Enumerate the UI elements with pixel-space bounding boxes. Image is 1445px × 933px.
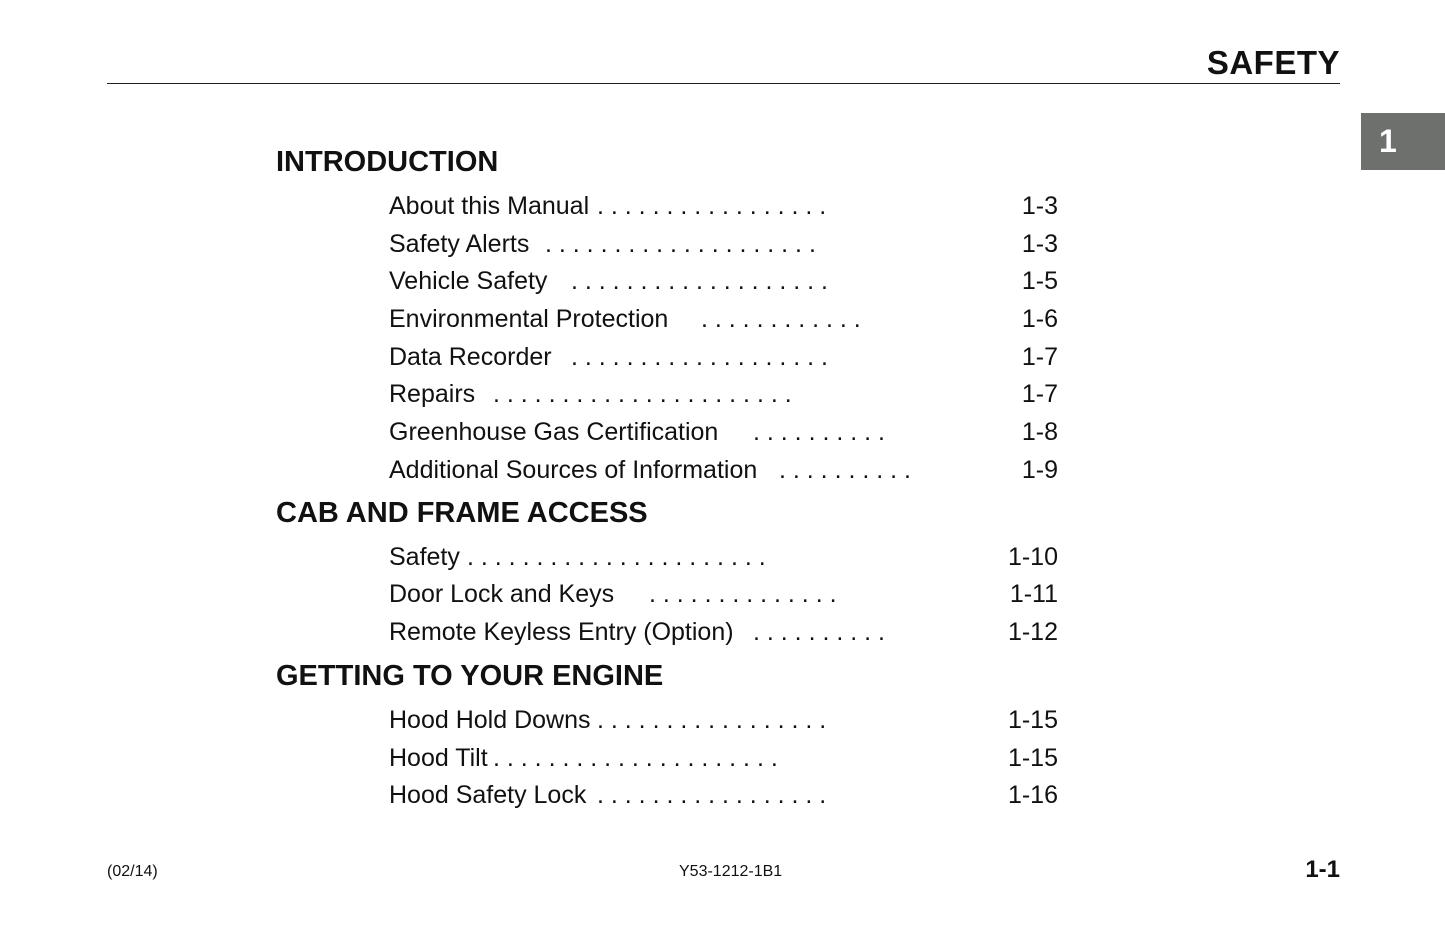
toc-entry-data-recorder[interactable] [389,341,1058,373]
toc-entry-label: Safety Alerts [389,230,530,258]
toc-entry-label: Environmental Protection [389,305,669,333]
page-header-title: SAFETY [1206,44,1340,81]
toc-entry-page: 1-12 [1007,618,1058,646]
toc-leader-dots: . . . . . . . . . . . . . . . . . [597,706,827,734]
toc-leader-dots: . . . . . . . . . . . . . . . . . . . . . . [493,380,792,408]
toc-entry-page: 1-10 [1007,543,1058,571]
toc-entry-label: Additional Sources of Information [389,456,758,484]
chapter-tab-number: 1 [1379,123,1397,159]
toc-entry-about-this-manual[interactable] [389,190,1058,222]
toc-leader-dots: . . . . . . . . . . . . . . [649,580,837,608]
toc-entry-safety[interactable] [389,541,1058,573]
toc-entry-page: 1-6 [1021,305,1058,333]
toc-entry-page: 1-7 [1021,343,1058,371]
toc-leader-dots: . . . . . . . . . . . . [701,305,861,333]
toc-entry-page: 1-7 [1021,380,1058,408]
footer-doc-number: Y53-1212-1B1 [679,863,783,880]
toc-entry-label: Greenhouse Gas Certification [389,418,719,446]
toc-entry-page: 1-15 [1007,706,1058,734]
toc-entry-hood-tilt[interactable] [389,742,1058,774]
toc-leader-dots: . . . . . . . . . . [779,456,911,484]
toc-entry-environmental-protection[interactable] [389,303,1058,335]
toc-entry-label: Safety [389,543,460,571]
toc-entry-page: 1-11 [1009,580,1058,608]
toc-leader-dots: . . . . . . . . . . . . . . . . . . . . [545,230,816,258]
chapter-tab[interactable] [1361,113,1445,170]
toc-entry-additional-sources[interactable] [389,454,1058,486]
toc-entry-hood-hold-downs[interactable] [389,704,1058,736]
toc-entry-safety-alerts[interactable] [389,228,1058,260]
toc-entry-page: 1-3 [1021,192,1058,220]
toc-entry-label: Hood Safety Lock [389,781,587,809]
toc-entry-page: 1-3 [1021,230,1058,258]
toc-entry-label: Hood Tilt [389,744,488,772]
toc-entry-page: 1-5 [1021,267,1058,295]
toc-leader-dots: . . . . . . . . . . [753,618,885,646]
toc-entry-page: 1-9 [1021,456,1058,484]
toc-leader-dots: . . . . . . . . . . . . . . . . . . . [571,343,828,371]
toc-leader-dots: . . . . . . . . . . . . . . . . . . . . . . [467,543,766,571]
toc-entry-repairs[interactable] [389,378,1058,410]
toc-entry-label: Repairs [389,380,476,408]
toc-leader-dots: . . . . . . . . . . [753,418,885,446]
toc-entry-page: 1-16 [1007,781,1058,809]
toc-entry-greenhouse-gas-certification[interactable] [389,416,1058,448]
toc-entry-door-lock-and-keys[interactable] [389,578,1058,610]
section-heading-introduction: INTRODUCTION [276,146,499,178]
section-heading-cab-and-frame-access: CAB AND FRAME ACCESS [276,497,648,529]
toc-leader-dots: . . . . . . . . . . . . . . . . . . . [571,267,828,295]
section-heading-getting-to-your-engine: GETTING TO YOUR ENGINE [276,660,664,692]
toc-entry-hood-safety-lock[interactable] [389,779,1058,811]
toc-entry-vehicle-safety[interactable] [389,265,1058,297]
toc-entry-label: Data Recorder [389,343,552,371]
toc-leader-dots: . . . . . . . . . . . . . . . . . . . . . [493,744,778,772]
toc-entry-page: 1-8 [1021,418,1058,446]
toc-leader-dots: . . . . . . . . . . . . . . . . . [597,781,827,809]
footer-date: (02/14) [107,863,158,880]
toc-entry-label: Hood Hold Downs [389,706,591,734]
toc-entry-label: Door Lock and Keys [389,580,615,608]
toc-entry-label: Vehicle Safety [389,267,548,295]
toc-entry-label: About this Manual [389,192,590,220]
toc-entry-remote-keyless-entry[interactable] [389,616,1058,648]
toc-entry-label: Remote Keyless Entry (Option) [389,618,734,646]
header-divider [107,83,1340,84]
footer-page-number: 1-1 [1305,856,1340,883]
toc-leader-dots: . . . . . . . . . . . . . . . . . [597,192,827,220]
toc-entry-page: 1-15 [1007,744,1058,772]
